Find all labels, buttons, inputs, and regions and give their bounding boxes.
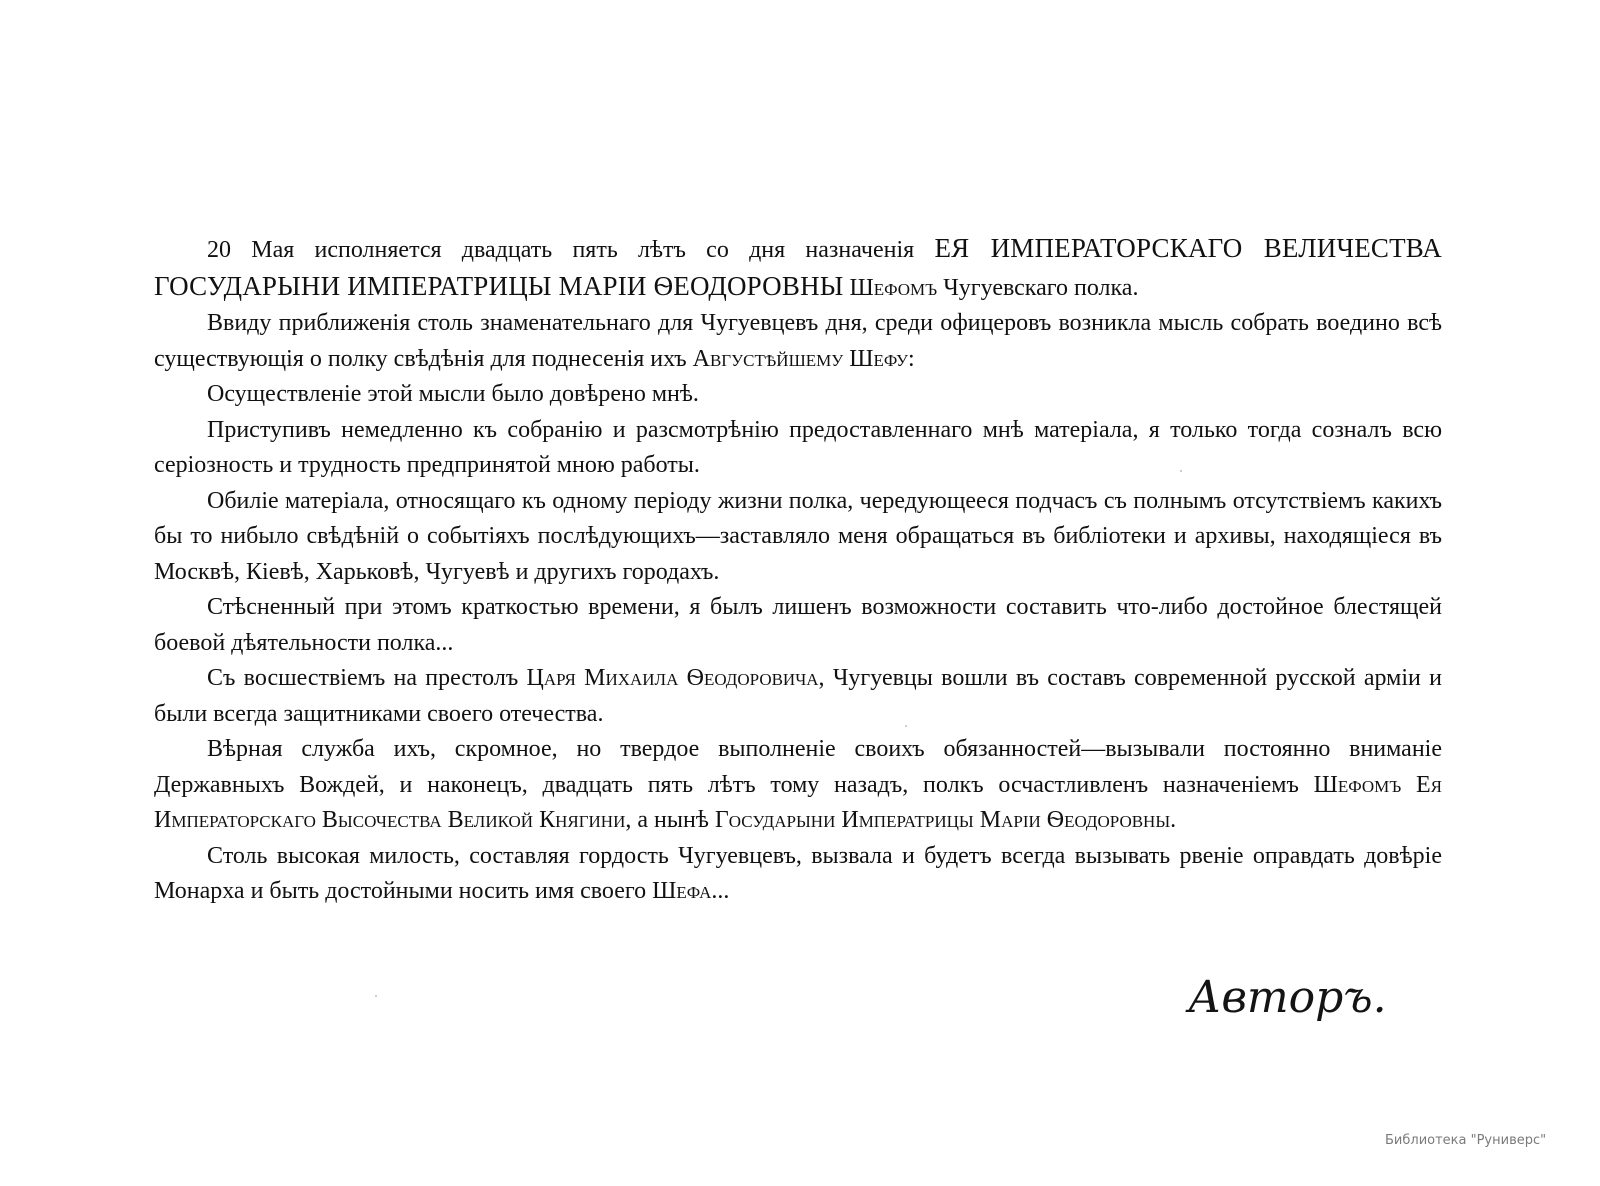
text-segment: , Чугуевцы вошли въ составъ современной русской арміи и были всегда защитниками своего отечества. [154,665,1442,727]
paragraph [154,732,1442,839]
text-segment: Чугуевскаго полка. [937,274,1139,301]
text-segment: Приступивъ немедленно къ собранію и разсмотрѣнію предоставленнаго мнѣ матеріала, я только тогда созналъ всю серіозность и трудность предпринятой мною работы. [154,416,1442,478]
text-segment: Государыни Императрицы Маріи Ѳеодоровны [714,807,1171,833]
text-segment: Стѣсненный при этомъ краткостью времени, я былъ лишенъ возможности составить что-либо достойное блестящей боевой дѣятельности полка... [154,594,1442,656]
text-segment: Осуществленіе этой мысли было довѣрено мнѣ. [207,381,699,407]
text-segment: ... [711,878,730,904]
paper-speck [375,995,377,997]
text-segment: Ввиду приближенія столь знаменательнаго для Чугуевцевъ дня, среди офицеровъ возникла мысль собрать воедино всѣ существующія о полку свѣдѣнія для поднесенія ихъ [154,310,1442,372]
text-segment: Августѣйшему Шефу [692,345,909,372]
text-segment: Обиліе матеріала, относящаго къ одному періоду жизни полка, чередующееся подчасъ съ полнымъ отсутствіемъ какихъ бы то нибыло свѣдѣній о событіяхъ послѣдующихъ—заставляло меня обращаться въ библіотеки и архивы, находящіеся въ Москвѣ, Кіевѣ, Харьковѣ, Чугуевѣ и другихъ городахъ. [154,487,1442,585]
text-segment: Столь высокая милость, составляя гордость Чугуевцевъ, вызвала и будетъ всегда вызывать рвеніе оправдать довѣріе [207,842,1442,869]
text-segment: Царя Михаила Ѳеодоровича [526,665,819,691]
text-segment: Шефа [652,878,712,904]
paper-speck [1180,470,1182,472]
paragraph [154,484,1442,591]
author-signature: Авторъ. [1188,972,1387,1023]
text-segment: 20 Мая исполняется двадцать пять лѣтъ со дня назначенія [207,237,935,263]
paragraph [154,839,1442,910]
text-segment: Шефомъ [849,274,938,301]
text-segment: Вѣрная служба ихъ, скромное, но твердое выполненіе своихъ обязанностей—вызывали постоянно вниманіе Державныхъ Вождей, и наконецъ, двадцать пять лѣтъ тому назадъ, полкъ осчастливленъ назначеніемъ [154,736,1442,798]
paragraph [154,590,1442,661]
text-segment: Съ восшествіемъ на престолъ [207,665,527,691]
text-segment: : [908,345,915,372]
paragraph [154,413,1442,484]
paragraph [154,377,1442,413]
paragraph [154,306,1442,377]
text-segment: . [1170,807,1177,833]
document-body [154,231,1442,910]
text-segment: ЕЯ ИМПЕРАТОРСКАГО ВЕЛИЧЕСТВА ГОСУДАРЫНИ ИМПЕРАТРИЦЫ МАРІИ ѲЕОДОРОВНЫ [154,233,1442,301]
text-segment: и быть достойными носить имя своего [244,878,653,904]
paragraph [154,231,1442,306]
library-watermark: Библиотека "Руниверс" [1385,1133,1547,1148]
text-segment: Шефомъ Ея Императорскаго Высочества Великой Княгини [154,771,1442,833]
paragraph [154,661,1442,732]
text-segment: , а нынѣ [625,807,715,833]
text-segment: Монарха [154,878,245,904]
paper-speck [905,725,907,727]
